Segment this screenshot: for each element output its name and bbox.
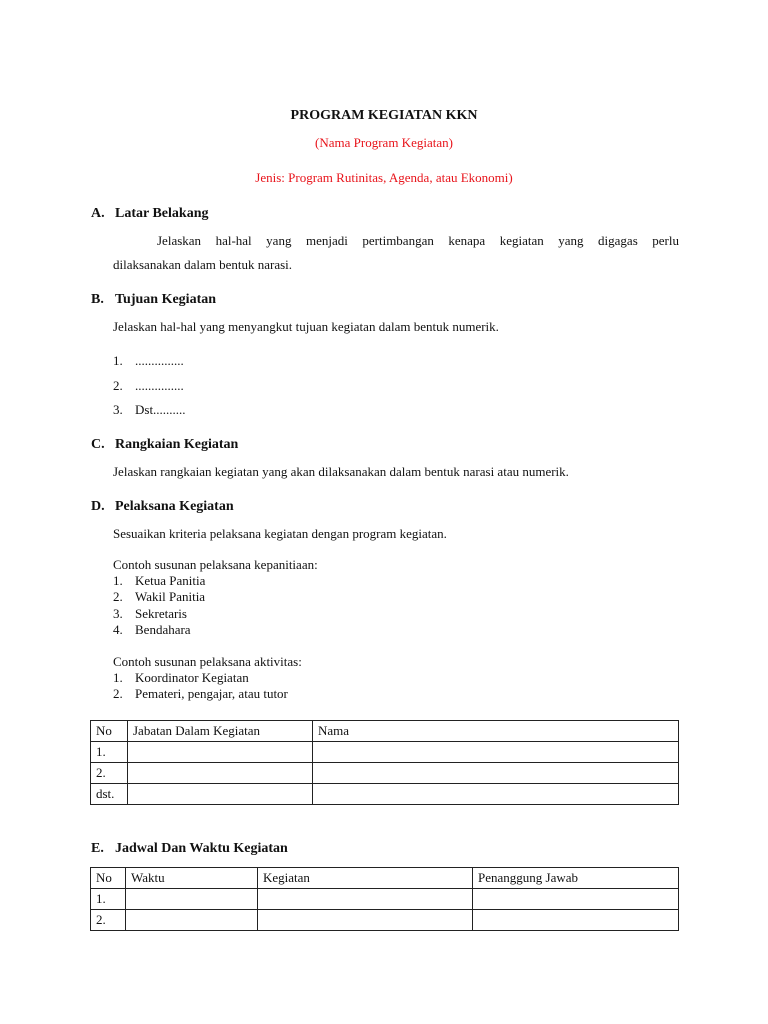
table-header-cell: Nama xyxy=(313,721,679,742)
table-cell: 1. xyxy=(91,889,126,910)
section-c-title: Rangkaian Kegiatan xyxy=(115,437,239,452)
section-d-title: Pelaksana Kegiatan xyxy=(115,499,234,514)
table-cell xyxy=(126,889,258,910)
table-cell xyxy=(126,910,258,931)
section-e-letter: E. xyxy=(91,841,104,856)
section-d-heading xyxy=(91,499,234,515)
list-item: 2. Pemateri, pengajar, atau tutor xyxy=(113,686,288,701)
list-item: 3. Sekretaris xyxy=(113,606,187,621)
table-cell xyxy=(128,742,313,763)
section-a-heading xyxy=(91,206,208,222)
section-e-title: Jadwal Dan Waktu Kegiatan xyxy=(115,841,288,856)
table-row xyxy=(91,742,679,763)
table-header-cell: Kegiatan xyxy=(258,868,473,889)
pelaksana-table xyxy=(90,720,679,805)
table-cell: 2. xyxy=(91,763,128,784)
list-item: 1. ............... xyxy=(113,353,184,368)
table-header-cell: No xyxy=(91,868,126,889)
list-item: 1. Ketua Panitia xyxy=(113,573,206,588)
section-a-title: Latar Belakang xyxy=(115,206,209,221)
section-c-heading xyxy=(91,437,238,453)
section-b-letter: B. xyxy=(91,292,104,307)
table-cell xyxy=(313,742,679,763)
table-cell xyxy=(258,889,473,910)
section-b-text: Jelaskan hal-hal yang menyangkut tujuan kegiatan dalam bentuk numerik. xyxy=(113,319,499,334)
table-cell xyxy=(473,910,679,931)
table-row xyxy=(91,784,679,805)
section-a-text-line-1 xyxy=(113,233,679,249)
section-a-letter: A. xyxy=(91,206,105,221)
table-cell xyxy=(258,910,473,931)
program-name-placeholder: (Nama Program Kegiatan) xyxy=(315,135,453,150)
table-header-cell: Jabatan Dalam Kegiatan xyxy=(128,721,313,742)
table-cell xyxy=(128,763,313,784)
list-item: 4. Bendahara xyxy=(113,622,191,637)
table-row xyxy=(91,763,679,784)
table-cell: 1. xyxy=(91,742,128,763)
section-b-heading xyxy=(91,292,216,308)
section-c-letter: C. xyxy=(91,437,105,452)
list-item: 3. Dst.......... xyxy=(113,402,186,417)
section-c-text: Jelaskan rangkaian kegiatan yang akan dilaksanakan dalam bentuk narasi atau numerik. xyxy=(113,464,569,479)
list-item: 2. ............... xyxy=(113,378,184,393)
jadwal-table xyxy=(90,867,679,931)
section-d-text: Sesuaikan kriteria pelaksana kegiatan dengan program kegiatan. xyxy=(113,526,447,541)
table-row xyxy=(91,910,679,931)
section-a-line-2: dilaksanakan dalam bentuk narasi. xyxy=(113,257,293,272)
table-cell: dst. xyxy=(91,784,128,805)
document-title: PROGRAM KEGIATAN KKN xyxy=(290,108,478,123)
table-row xyxy=(91,889,679,910)
section-e-heading xyxy=(91,841,288,857)
table-cell xyxy=(473,889,679,910)
list-item: 2. Wakil Panitia xyxy=(113,589,206,604)
section-a-line-1: Jelaskan hal-hal yang menjadi pertimbangan kenapa kegiatan yang digagas perlu xyxy=(157,233,679,248)
table-cell: 2. xyxy=(91,910,126,931)
table-header-cell: Waktu xyxy=(126,868,258,889)
table-header-cell: No xyxy=(91,721,128,742)
table-cell xyxy=(313,763,679,784)
table-cell xyxy=(313,784,679,805)
table-header-row xyxy=(91,721,679,742)
kepanitiaan-intro: Contoh susunan pelaksana kepanitiaan: xyxy=(113,557,318,572)
table-header-row xyxy=(91,868,679,889)
table-header-cell: Penanggung Jawab xyxy=(473,868,679,889)
program-type-line: Jenis: Program Rutinitas, Agenda, atau Ekonomi) xyxy=(255,170,513,185)
list-item: 1. Koordinator Kegiatan xyxy=(113,670,249,685)
table-cell xyxy=(128,784,313,805)
section-d-letter: D. xyxy=(91,499,105,514)
section-b-title: Tujuan Kegiatan xyxy=(115,292,217,307)
aktivitas-intro: Contoh susunan pelaksana aktivitas: xyxy=(113,654,302,669)
